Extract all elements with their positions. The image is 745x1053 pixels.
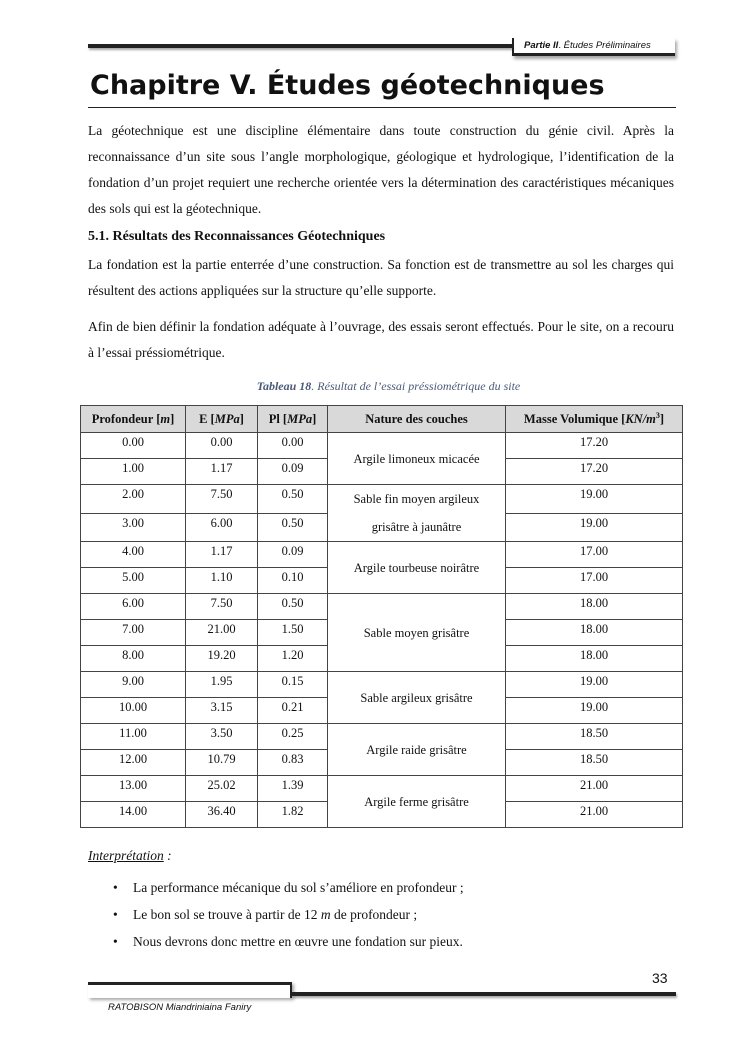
cell-pl: 1.20 [258, 646, 328, 672]
cell-nature: Argile limoneux micacée [328, 433, 506, 485]
cell-e: 36.40 [186, 802, 258, 828]
table-row [81, 433, 683, 459]
header-pl: Pl [MPa] [258, 406, 328, 433]
page-number: 33 [652, 970, 668, 986]
cell-pl: 0.50 [258, 485, 328, 514]
intro-paragraph: La géotechnique est une discipline élémentaire dans toute construction du génie civil. Après la reconnaissance d’un site sous l’angle morphologique, géologique et hydrologique, l’identification de la fondation d’un projet requiert une recherche orientée vers la détermination des caractéristiques mécaniques des sols qui est la géotechnique. [88, 123, 674, 216]
cell-depth: 4.00 [81, 542, 186, 568]
table-row [81, 776, 683, 802]
nature-line: Sable fin moyen argileux [353, 492, 480, 506]
list-item: • Le bon sol se trouve à partir de 12 m de profondeur ; [113, 907, 418, 922]
cell-nature: Argile raide grisâtre [328, 724, 506, 776]
cell-pl: 0.09 [258, 459, 328, 485]
cell-pl: 0.25 [258, 724, 328, 750]
cell-mass: 21.00 [506, 776, 683, 802]
cell-mass: 18.50 [506, 724, 683, 750]
table-row [81, 594, 683, 620]
cell-e: 1.17 [186, 459, 258, 485]
cell-e: 3.50 [186, 724, 258, 750]
cell-depth: 13.00 [81, 776, 186, 802]
header-separator: . [558, 40, 564, 51]
header-e: E [MPa] [186, 406, 258, 433]
cell-e: 7.50 [186, 485, 258, 514]
cell-nature [328, 485, 506, 542]
bullet-icon: • [113, 907, 118, 922]
header-part-label: Partie II [524, 40, 559, 51]
cell-depth: 1.00 [81, 459, 186, 485]
cell-pl: 0.15 [258, 672, 328, 698]
cell-depth: 7.00 [81, 620, 186, 646]
cell-mass: 19.00 [506, 485, 683, 514]
cell-depth: 10.00 [81, 698, 186, 724]
cell-nature: Argile ferme grisâtre [328, 776, 506, 828]
cell-pl: 0.09 [258, 542, 328, 568]
cell-mass: 17.20 [506, 433, 683, 459]
header-depth: Profondeur [m] [81, 406, 186, 433]
cell-depth: 6.00 [81, 594, 186, 620]
cell-pl: 0.50 [258, 513, 328, 542]
cell-depth: 2.00 [81, 485, 186, 514]
cell-nature: Sable moyen grisâtre [328, 594, 506, 672]
interpretation-list [88, 880, 464, 961]
cell-mass: 19.00 [506, 698, 683, 724]
header-rule [88, 44, 512, 48]
bullet-icon: • [113, 934, 118, 949]
cell-e: 1.95 [186, 672, 258, 698]
header-nature: Nature des couches [328, 406, 506, 433]
cell-mass: 18.00 [506, 620, 683, 646]
table-row [81, 485, 683, 514]
cell-e: 7.50 [186, 594, 258, 620]
cell-e: 3.15 [186, 698, 258, 724]
cell-pl: 0.21 [258, 698, 328, 724]
cell-mass: 18.50 [506, 750, 683, 776]
cell-mass: 18.00 [506, 646, 683, 672]
pressiometric-table [80, 405, 683, 828]
cell-e: 10.79 [186, 750, 258, 776]
cell-mass: 21.00 [506, 802, 683, 828]
cell-mass: 17.00 [506, 542, 683, 568]
cell-pl: 1.82 [258, 802, 328, 828]
table-row [81, 724, 683, 750]
interpretation-label: Interprétation : [88, 848, 172, 863]
list-item: • La performance mécanique du sol s’améliore en profondeur ; [113, 880, 464, 895]
table-row [81, 542, 683, 568]
footer-box [88, 982, 292, 998]
cell-mass: 17.20 [506, 459, 683, 485]
cell-e: 0.00 [186, 433, 258, 459]
chapter-title: Chapitre V. Études géotechniques [90, 70, 605, 101]
caption-text: . Résultat de l’essai préssiométrique du site [311, 379, 521, 393]
cell-e: 1.17 [186, 542, 258, 568]
cell-e: 25.02 [186, 776, 258, 802]
cell-depth: 12.00 [81, 750, 186, 776]
cell-pl: 0.10 [258, 568, 328, 594]
cell-mass: 19.00 [506, 672, 683, 698]
cell-pl: 0.00 [258, 433, 328, 459]
cell-mass: 18.00 [506, 594, 683, 620]
footer-author: RATOBISON Miandriniaina Faniry [108, 1002, 252, 1013]
cell-nature: Sable argileux grisâtre [328, 672, 506, 724]
cell-pl: 1.50 [258, 620, 328, 646]
nature-line: grisâtre à jaunâtre [371, 520, 462, 534]
section-heading: 5.1. Résultats des Reconnaissances Géotechniques [88, 229, 386, 244]
cell-depth: 5.00 [81, 568, 186, 594]
cell-e: 1.10 [186, 568, 258, 594]
cell-nature: Argile tourbeuse noirâtre [328, 542, 506, 594]
header-mass: Masse Volumique $[KN/m^3]$ [506, 406, 683, 433]
cell-e: 6.00 [186, 513, 258, 542]
cell-depth: 3.00 [81, 513, 186, 542]
cell-e: 19.20 [186, 646, 258, 672]
cell-depth: 0.00 [81, 433, 186, 459]
footer-rule [292, 992, 676, 996]
cell-e: 21.00 [186, 620, 258, 646]
cell-pl: 0.83 [258, 750, 328, 776]
bullet-icon: • [113, 880, 118, 895]
foundation-paragraph: La fondation est la partie enterrée d’une construction. Sa fonction est de transmettre au sol les charges qui résultent des actions appliquées sur la structure qu’elle supporte. [88, 257, 674, 298]
cell-pl: 1.39 [258, 776, 328, 802]
cell-pl: 0.50 [258, 594, 328, 620]
table-header-row [81, 406, 683, 433]
cell-depth: 11.00 [81, 724, 186, 750]
cell-depth: 8.00 [81, 646, 186, 672]
cell-depth: 9.00 [81, 672, 186, 698]
title-rule [88, 107, 676, 108]
caption-label: Tableau 18 [256, 379, 312, 393]
running-header [512, 38, 675, 56]
tests-paragraph: Afin de bien définir la fondation adéquate à l’ouvrage, des essais seront effectués. Pour le site, on a recouru à l’essai préssiométrique. [88, 319, 674, 360]
list-item: • Nous devrons donc mettre en œuvre une fondation sur pieux. [113, 934, 463, 949]
table-row [81, 672, 683, 698]
table-caption [16, 379, 745, 394]
cell-mass: 17.00 [506, 568, 683, 594]
header-part-title: Études Préliminaires [563, 40, 651, 51]
cell-depth: 14.00 [81, 802, 186, 828]
cell-mass: 19.00 [506, 513, 683, 542]
